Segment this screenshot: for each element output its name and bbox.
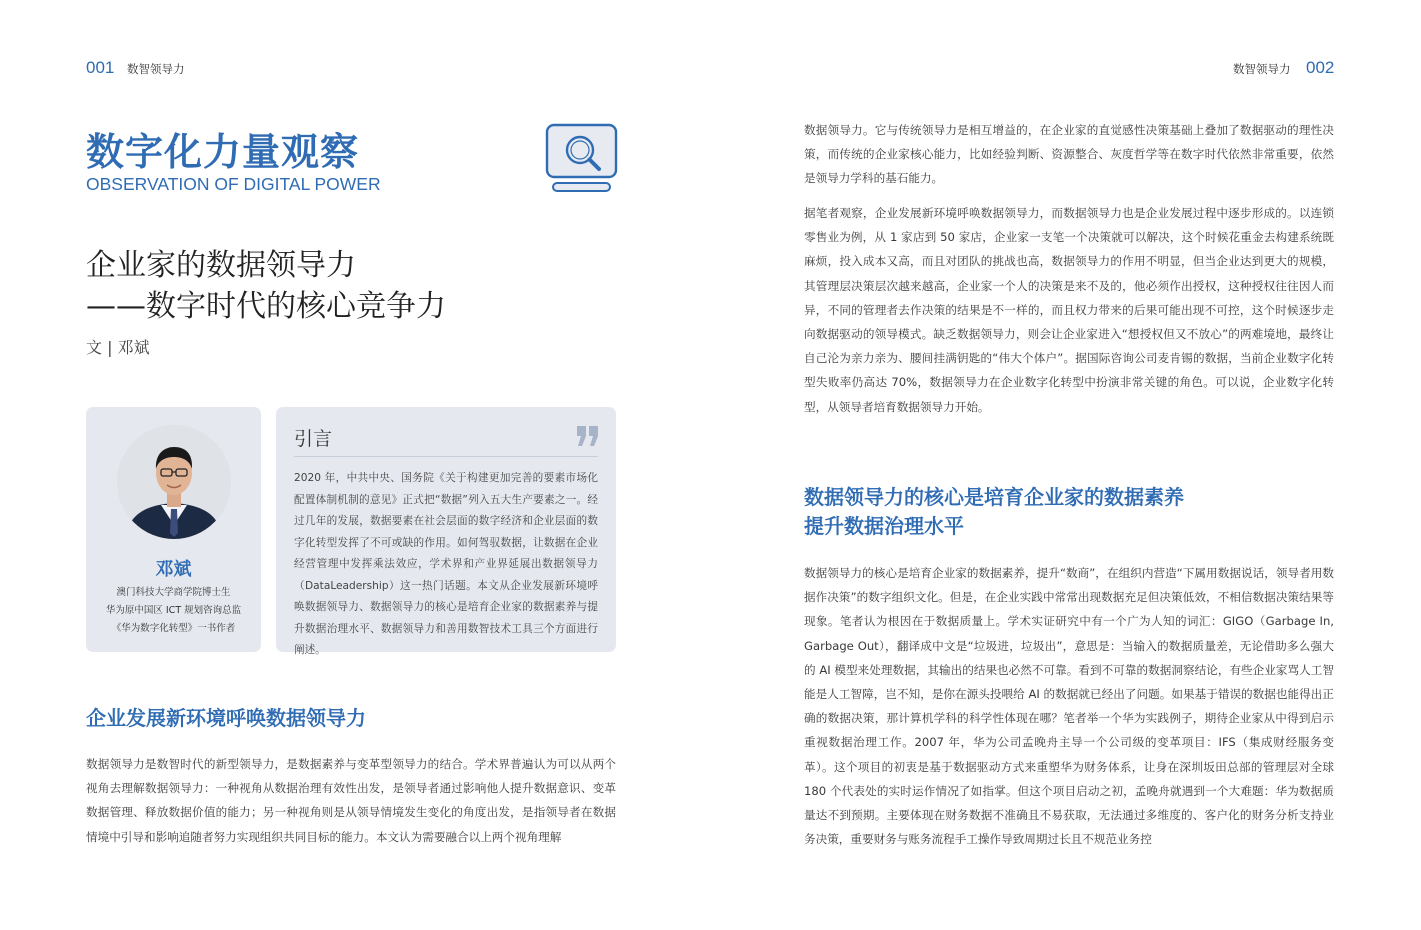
author-name: 邓斌 <box>155 559 192 580</box>
author-avatar <box>117 425 231 539</box>
right-page-number: 002 <box>1306 58 1335 77</box>
intro-title: 引言 <box>294 428 333 450</box>
quote-icon <box>576 425 600 451</box>
right-paragraph-2: 据笔者观察，企业发展新环境呼唤数据领导力，而数据领导力也是企业发展过程中逐步形成的。以连锁零售业为例，从 1 家店到 50 家店，企业家一支笔一个决策就可以解决，这个时候花重金去构建系统既麻烦，投入成本又高，而且对团队的挑战也高，数据领导力的作用不明显，但当企业达到更大的规模，其管理层决策层次越来越高，企业家一个人的决策是来不及的，他必须作出授权，这种授权往往因人而异，不同的管理者去作决策的结果是不一样的，而且权力带来的后果可能出现不可控，这个时候逐步走向数据驱动的领导模式。缺乏数据领导力，则会让企业家进入“想授权但又不放心”的两难境地，最终让自己沦为亲力亲为、腰间挂满钥匙的“伟大个体户”。据国际咨询公司麦肯锡的数据，当前企业数字化转型失败率仍高达 70%，数据领导力在企业数字化转型中扮演非常关键的角色。可以说，企业数字化转型，从领导者培育数据领导力开始。 <box>804 206 1334 414</box>
intro-divider <box>294 456 598 457</box>
article-title-line2: ——数字时代的核心竞争力 <box>86 289 446 324</box>
left-page-number: 001 <box>86 58 115 77</box>
magnifier-monitor-icon <box>545 123 619 199</box>
author-card <box>86 407 261 652</box>
right-section-title-line2: 提升数据治理水平 <box>804 514 964 538</box>
author-credential: 《华为数字化转型》一书作者 <box>111 623 236 634</box>
intro-text: 2020 年，中共中央、国务院《关于构建更加完善的要素市场化配置体制机制的意见》正式把“数据”列入五大生产要素之一。经过几年的发展，数据要素在社会层面的数字经济和企业层面的数字化转型发挥了不可或缺的作用。如何驾驭数据，让数据在企业经营管理中发挥乘法效应，学术界和产业界延展出数据领导力（DataLeadership）这一热门话题。本文从企业发展新环境呼唤数据领导力、数据领导力的核心是培育企业家的数据素养与提升数据治理水平、数据领导力和善用数智技术工具三个方面进行阐述。 <box>294 472 598 656</box>
right-header-label: 数智领导力 <box>1233 62 1291 76</box>
intro-card <box>276 407 616 656</box>
left-section-title: 企业发展新环境呼唤数据领导力 <box>86 706 366 730</box>
author-credential: 澳门科技大学商学院博士生 <box>116 587 231 598</box>
left-header-label: 数智领导力 <box>127 62 185 76</box>
column-title-cn: 数字化力量观察 <box>86 130 360 174</box>
column-title-en: OBSERVATION OF DIGITAL POWER <box>86 174 381 194</box>
article-byline: 文 | 邓斌 <box>86 338 150 357</box>
right-paragraph-1: 数据领导力。它与传统领导力是相互增益的，在企业家的直觉感性决策基础上叠加了数据驱动的理性决策，而传统的企业家核心能力，比如经验判断、资源整合、灰度哲学等在数字时代依然非常重要，依然是领导力学科的基石能力。 <box>804 123 1334 186</box>
author-credential: 华为原中国区 ICT 规划咨询总监 <box>105 605 242 616</box>
right-section-title-line1: 数据领导力的核心是培育企业家的数据素养 <box>804 485 1184 509</box>
left-body-text: 数据领导力是数智时代的新型领导力，是数据素养与变革型领导力的结合。学术界普遍认为可以从两个视角去理解数据领导力：一种视角从数据治理有效性出发，是领导者通过影响他人提升数据意识、变革数据管理、释放数据价值的能力；另一种视角则是从领导情境发生变化的角度出发，是指领导者在数据情境中引导和影响追随者努力实现组织共同目标的能力。本文认为需要融合以上两个视角理解 <box>86 757 616 844</box>
right-paragraph-3: 数据领导力的核心是培育企业家的数据素养，提升“数商”，在组织内营造“下属用数据说话，领导者用数据作决策”的数字组织文化。但是，在企业实践中常常出现数据充足但决策低效，不相信数据决策结果等现象。笔者认为根因在于数据质量上。学术实证研究中有一个广为人知的词汇：GIGO（Garbage In, Garbage Out），翻译成中文是“垃圾进，垃圾出”，意思是：当输入的数据质量差，无论借助多么强大的 AI 模型来处理数据，其输出的结果也必然不可靠。看到不可靠的数据洞察结论，有些企业家骂人工智能是人工智障，岂不知，是你在源头投喂给 AI 的数据就已经出了问题。如果基于错误的数据也能得出正确的数据决策，那计算机学科的科学性体现在哪？笔者举一个华为实践例子，期待企业家从中得到启示重视数据治理工作。2007 年，华为公司孟晚舟主导一个公司级的变革项目：IFS（集成财经服务变革）。这个项目的初衷是基于数据驱动方式来重塑华为财务体系，让身在深圳坂田总部的管理层对全球 180 个代表处的实时运作情况了如指掌。但这个项目启动之初，孟晚舟就遇到一个大难题：华为数据质量达不到预期。主要体现在财务数据不准确且不易获取，无法通过多维度的、客户化的财务分析支持业务决策，重要财务与账务流程手工操作导致周期过长且不规范业务控 <box>804 566 1334 847</box>
article-title-line1: 企业家的数据领导力 <box>86 248 356 283</box>
